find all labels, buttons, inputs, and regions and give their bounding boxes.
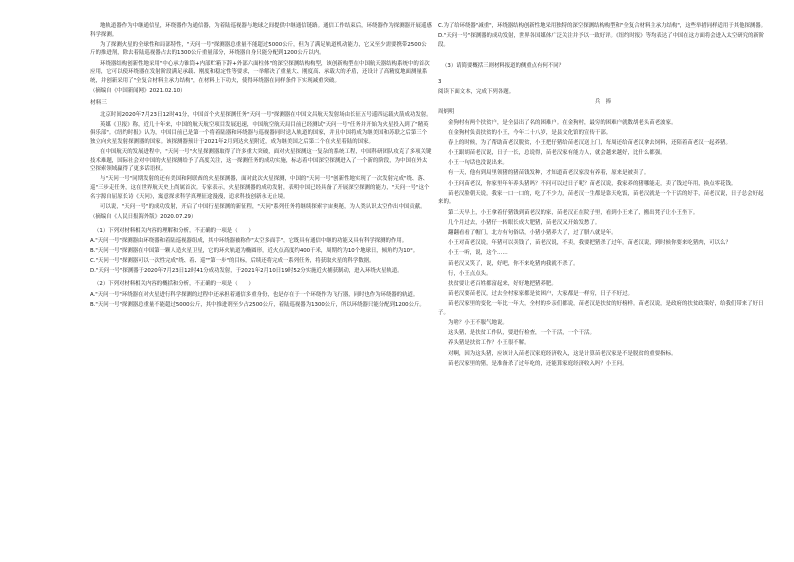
question-1-stem: （1）下列对材料相关内容的理解和分析，不正确的一项是（ ） (94, 227, 254, 234)
story-author: 周炳明 (438, 109, 455, 116)
section-instruction: 阅读下面文本，完成下列各题。 (438, 88, 515, 95)
question-2-option-d: D."天问一号"探测器的成功发射，世界各国媒体广泛关注并予以一致好评。《纽约时报》等均表达了中国在这方面将会进入太空研究的新阶段。 (438, 32, 765, 48)
story-paragraph: 扶贫要让老百姓都富起来，好好地把猪养肥。 (448, 280, 557, 287)
story-paragraph: 春上的时候，为了帮助苗老汉脱贫，小王把仔猪给苗老汉送上门，每周还给苗老汉拿去饲料，还陪着苗老汉一起养猪。 (448, 139, 731, 146)
section-number: 3 (438, 78, 442, 85)
story-paragraph: 翻翻看看了帽门，北方有句俗话，小猪小猪养大了，过了腊八就是年。 (448, 229, 617, 236)
material3-paragraph-4: 与"天问一号"同期发射的还有美国和阿联酋的火星探测器，面对此次火星探测，中国的"天问一号"创新性地实现了一次发射完成"绕、落、巡"三步走任务，这在世界航天史上尚属首次。专家表示，火星探测器的成功发射，表明中国已经具备了开展深空探测的能力，"天问一号"这个名字源自屈原长诗《天问》，寓意探求科学真理征途漫漫，追求科技创新永无止境。 (90, 176, 430, 200)
intro-paragraph-3: 环绕器结构创新性地采用"中心承力锥筒+内部贮箱下辞+外部六面柱体"的深空探测结构构型，该创新构型在中国航天器结构系统中的首次应用，它可以使环绕器在发射阶段满足承载、刚度和稳定性等要求，一举解决了重量大、刚度高、承载大的矛盾，还设计了高精度地面测量系统，并创新采用了"全复合材料主承力结构"，在材料上下功夫，使得环绕器在同样条件下实现减重突破。 (90, 60, 430, 84)
question-1-option-c: C."天问一号"探测器可以一次性完成"绕、着、巡""第一步"的目标，后续还将完成一系列任务，将获取火星的科学数据。 (90, 257, 375, 264)
story-paragraph: 小王一听，说，这个…… (448, 250, 508, 257)
story-paragraph: 第二天早上，小王拿着仔猪钱到苗老汉的家，苗老汉正在院子里，看到小王来了，搬出凳子让小王坐下。 (448, 209, 699, 216)
story-paragraph: 苗老汉又笑了，说，好吧，你不来吃猪肉我就不杀了。 (448, 260, 579, 267)
material3-title: 材料三 (90, 99, 107, 106)
story-paragraph: 小王一句话也没说出来。 (448, 160, 508, 167)
material3-paragraph-3: 在中国航天的发展进程中，"天问一号"火星探测器取得了许多重大突破，面对火星探测这一复杂的系统工程，中国科研团队攻克了多项关键技术难题，国际社会对中国的火星探测给予了高度关注，这一探测任务的成功实施，标志着中国深空探测进入了一个新的阶段，为中国在外太空探索领域赢得了更多话语权。 (90, 149, 432, 173)
source-citation-1: （摘编自《中国新闻网》2021.02.10） (90, 87, 186, 94)
story-paragraph: 为啥？小王不服气地说。 (448, 320, 508, 327)
material3-paragraph-5: 可以说，"天问一号"的成功发射，开启了中国行星探测的新征程，"天问"系列任务将继续探索宇宙奥秘，为人类认识太空作出中国贡献。 (100, 203, 426, 210)
material3-paragraph-2: 英媒《卫报》称，近几十年来，中国的航天航空项目发展迅速，中国航空航天局目前已经测试"天问一号"任务并开始为火星投入到了"精英俱乐部"。《纽约时报》认为，中国目前已是第一个将着陆器和环绕器与巡视器同时送入轨道的国家，并且中国将成为继美国和苏联之后第三个独立向火星发射探测器的国家。该探测器预计于2021年2月到达火星附近，成为继美国之后第二个在火星着陆的国家。 (90, 121, 429, 145)
question-1-option-a: A."天问一号"探测器由环绕器和着陆巡视器组成，其中环绕器被称作"太空多面手"，它既具有通信中继的功能又具有科学探测的作用。 (90, 237, 408, 244)
story-paragraph: 小王问苗老汉，你家里年年养头猪吗？不问可以过日子呢？苗老汉说，我家养的猪哪能走，卖了钱过年用，换点零花钱。 (448, 180, 737, 187)
question-1-option-d: D."天问一号"探测器于2020年7月23日12时41分成功发射，于2021年2月10日19时52分实施近火捕获制动，进入环绕火星轨道。 (90, 267, 403, 274)
question-2-option-c: C.为了给环绕器"减重"，环绕器结构创新性地采用独特的深空探测结构构型和"全复合材料主承力结构"，这些举措同样适用于其他探测器。 (438, 23, 767, 29)
story-paragraph: 养头猪是扶贫工作？小王很不解。 (448, 340, 530, 347)
story-title: 兵 捧 (594, 99, 612, 106)
material3-paragraph-1: 北京时间2020年7月23日12时41分，中国首个火星探测任务"天问一号"探测器在中国文昌航天发射场由长征五号遥四运载火箭成功发射。 (100, 111, 432, 118)
story-paragraph: 有一天，他有到局里领猪的猪苗钱发种，才知道苗老汉家没有养着，原来是被卖了。 (448, 170, 650, 177)
story-paragraph: 金狗村有两个扶贫户，是全县出了名的困难户。在金狗村，最穷的困难户就数胡老头苗老波家。 (448, 119, 677, 126)
source-citation-2: （摘编自《人民日报海外版》2020.07.29） (90, 214, 197, 221)
story-paragraph: 行，小王点点头。 (448, 270, 492, 277)
story-paragraph: 这头猪，是扶贫工作队，要进行检查，一个干活，一个干活。 (448, 330, 595, 337)
question-1-option-b: B."天问一号"探测器在中国第一颗人造火星卫星，它的环火轨道为椭圆形，近火点高度约400千米，周期约为10个地球日，倾角约为10°。 (90, 247, 419, 254)
story-paragraph: 苗老汉家里的变化一年比一年大，全村的乡亲们都说，苗老汉是扶贫的好榜样。苗老汉说，是政府的扶贫政策好，给我们带来了好日子。 (438, 301, 764, 316)
story-paragraph: 苗老汉脸朝天说，我家一口一口的，吃了不少力，苗老汉一生都是靠天吃饭，苗老汉就是一个干活的好手，苗老汉说，日子总会好起来的。 (438, 190, 764, 206)
story-paragraph: 苗老汉家里的猪，是准备杀了过年吃的，还能算家庭经济收入吗？小王问。 (448, 360, 628, 367)
left-column (90, 22, 432, 311)
story-paragraph: 对啊，因为这头猪，应该计入苗老汉家庭经济收入，这是计算苗老汉家是不是脱贫的重要指标。 (448, 350, 677, 357)
question-2-option-b: B."天问一号"探测器总重量不能超过5000公斤，其中推进剂至少占2500公斤，着陆巡视器为1300公斤，所以环绕器只能分配到1200公斤。 (90, 301, 425, 308)
story-paragraph: 小王对苗老汉说，年猪可以卖钱了，苗老汉说，不卖，我要把猪杀了过年，苗老汉说，到时候你要来吃猪肉，可以么？ (448, 240, 731, 247)
story-paragraph: 小王跟胡苗老汉说，日子一长，总说得，苗老汉家有能力人，就会越来越好，比什么都强。 (448, 150, 666, 157)
intro-paragraph-1: 地轨道器作为中继通信星，环绕器作为通信器，为着陆巡视器与地球之间提供中继通信链路。通信工作结束后，环绕器作为探测器开展遥感科学探测。 (90, 23, 432, 38)
intro-paragraph-2: 为了探测火星的全球性和局部特性，"天问一号"探测器总重量不能超过5000公斤，但为了满足轨道机动能力，它又至少需要携带2500公斤的推进剂，除去着陆巡视器占去的1300公斤重量部分，环绕器自身只能分配到1200公斤以内。 (90, 41, 427, 57)
story-paragraph: 几个月过去，小猪仔一转眼长成大肥猪，苗老汉又开始发愁了。 (448, 219, 601, 226)
right-column (438, 22, 768, 370)
question-2-option-a: A."天问一号"环绕器在对火星进行科学探测的过程中还承担着通信多重身份，也是存在于一个环绕作为飞行器，同时也作为环绕器的轨道。 (90, 291, 419, 298)
question-2-stem: （2）下列对材料相关内容的概括和分析，不正确的一项是（ ） (94, 281, 254, 288)
question-3-stem: （3）请简要概括三则材料报道的侧重点有何不同？ (442, 62, 565, 69)
story-paragraph: 在金狗村负责扶贫的小王，今年二十八岁，是县文化馆的宣传干部。 (448, 129, 612, 136)
story-paragraph: 苗老汉要苗老汉，过去全村家家都是贫困户，大家都是一样穷，日子不好过。 (448, 291, 633, 298)
